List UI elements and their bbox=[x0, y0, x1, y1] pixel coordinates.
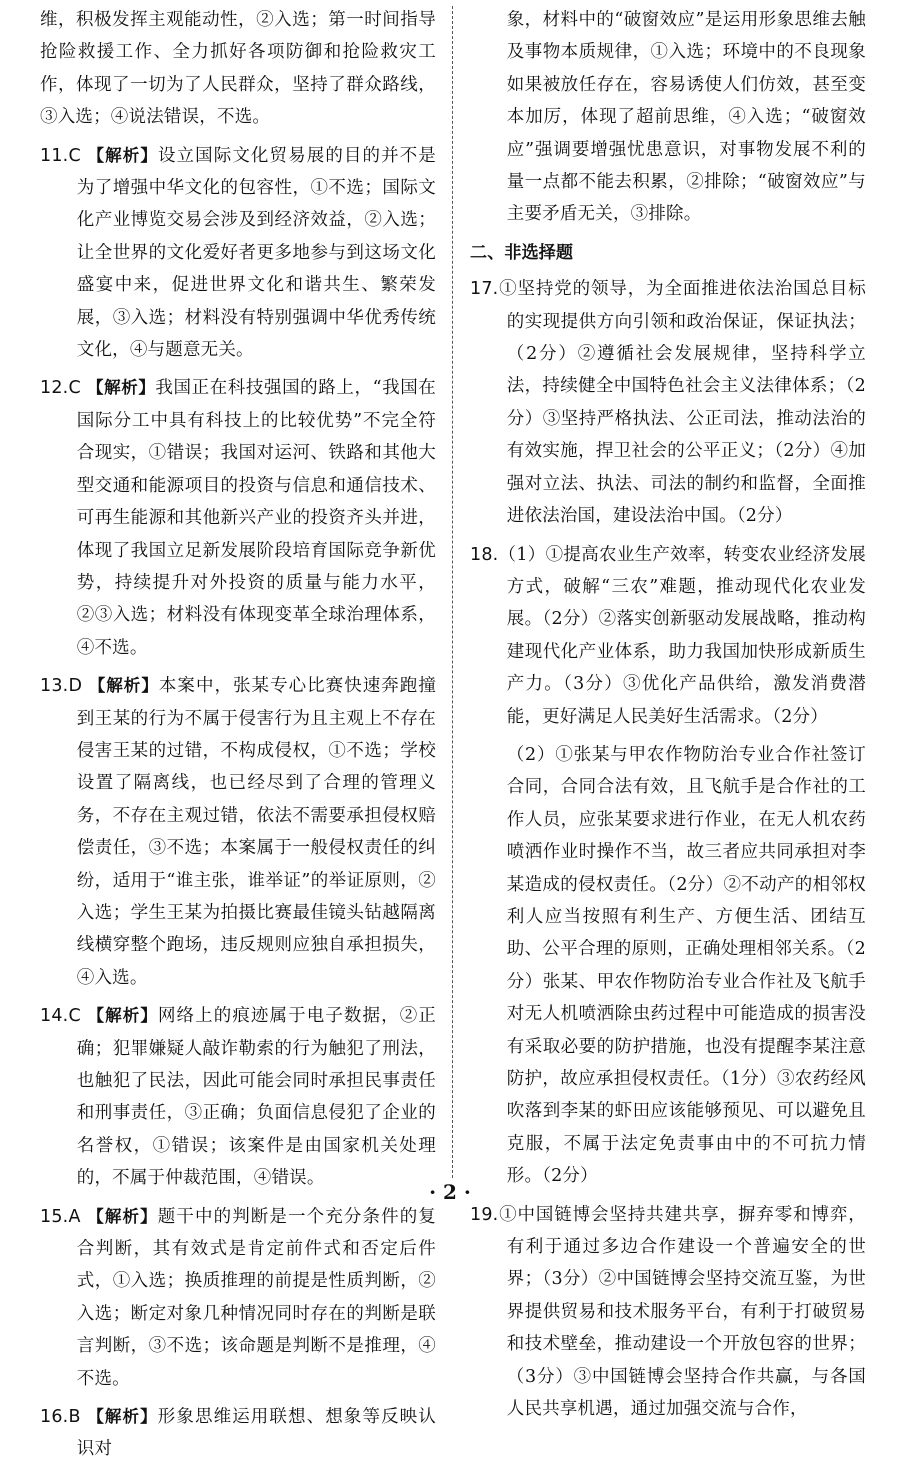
item-answer: B bbox=[68, 1407, 81, 1428]
item-text: ①坚持党的领导，为全面推进依法治国总目标的实现提供方向引领和政治保证，保证执法；（2分）②遵循社会发展规律，坚持科学立法，持续健全中国特色社会主义法律体系；（2分）③坚持严格执法、公正司法，推动法治的有效实施，捍卫社会的公平正义；（2分）④加强对立法、执法、司法的制约和监督，全面推进依法治国，建设法治中国。（2分） bbox=[498, 279, 866, 527]
item-number: 19. bbox=[470, 1204, 499, 1225]
analysis-tag: 【解析】 bbox=[87, 1206, 158, 1226]
column-divider bbox=[452, 6, 453, 1178]
analysis-tag: 【解析】 bbox=[87, 378, 156, 398]
analysis-tag: 【解析】 bbox=[87, 145, 158, 165]
right-continuation: 象，材料中的“破窗效应”是运用形象思维去触及事物本质规律，①入选；环境中的不良现象如果被放任存在，容易诱使人们仿效，甚至变本加厉，体现了超前思维，④入选；“破窗效应”强调要增强忧患意识，对事物发展不利的量一点都不能去积累，②排除；“破窗效应”与主要矛盾无关，③排除。 bbox=[506, 10, 866, 225]
item-answer: D bbox=[68, 676, 83, 697]
left-column bbox=[40, 4, 436, 1472]
item-number: 12. bbox=[40, 378, 69, 399]
item-answer: C bbox=[68, 145, 81, 166]
item-answer: A bbox=[68, 1206, 81, 1227]
item-text: 形象思维运用联想、想象等反映认识对 bbox=[76, 1407, 436, 1460]
answer-item-13 bbox=[40, 670, 436, 994]
item-number: 14. bbox=[40, 1006, 69, 1027]
answer-item-18 bbox=[470, 539, 866, 733]
answer-item-16 bbox=[40, 1401, 436, 1466]
answer-item-15 bbox=[40, 1201, 436, 1395]
item-number: 15. bbox=[40, 1206, 69, 1227]
answer-item-18-part-2: （2）①张某与甲农作物防治专业合作社签订合同，合同合法有效，且飞航手是合作社的工作人员，应张某要求进行作业，在无人机农药喷洒作业时操作不当，故三者应共同承担对李某造成的侵权责任。（2分）②不动产的相邻权利人应当按照有利生产、方便生活、团结互助、公平合理的原则，正确处理相邻关系。（2分）张某、甲农作物防治专业合作社及飞航手对无人机喷洒除虫药过程中可能造成的损害没有采取必要的防护措施，也没有提醒李某注意防护，故应承担侵权责任。（1分）③农药经风吹落到李某的虾田应该能够预见、可以避免且克服，不属于法定免责事由中的不可抗力情形。（2分） bbox=[506, 744, 866, 1187]
item-text: 设立国际文化贸易展的目的并不是为了增强中华文化的包容性，①不选；国际文化产业博览交易会涉及到经济效益，②入选；让全世界的文化爱好者更多地参与到这场文化盛宴中来，促进世界文化和谐共生、繁荣发展，③入选；材料没有特别强调中华优秀传统文化，④与题意无关。 bbox=[76, 145, 437, 361]
analysis-tag: 【解析】 bbox=[87, 1407, 158, 1427]
item-text: 网络上的痕迹属于电子数据，②正确；犯罪嫌疑人敲诈勒索的行为触犯了刑法，也触犯了民法，因此可能会同时承担民事责任和刑事责任，③正确；负面信息侵犯了企业的名誉权，①错误；该案件是由国家机关处理的，不属于仲裁范围，④错误。 bbox=[76, 1006, 437, 1189]
answer-item-19 bbox=[470, 1199, 866, 1426]
analysis-tag: 【解析】 bbox=[87, 1006, 158, 1026]
item-answer: C bbox=[68, 1006, 81, 1027]
section-heading: 二、非选择题 bbox=[470, 242, 574, 263]
answer-item-17 bbox=[470, 273, 866, 532]
page-number: · 2 · bbox=[429, 1180, 471, 1204]
answer-item-11 bbox=[40, 140, 436, 367]
item-text: 题干中的判断是一个充分条件的复合判断，其有效式是肯定前件式和否定后件式，①入选；换质推理的前提是性质判断，②入选；断定对象几种情况同时存在的判断是联言判断，③不选；该命题是判断不是推理，④不选。 bbox=[76, 1206, 437, 1389]
item-text: ①中国链博会坚持共建共享，摒弃零和博弈，有利于通过多边合作建设一个普遍安全的世界；（3分）②中国链博会坚持交流互鉴，为世界提供贸易和技术服务平台，有利于打破贸易和技术壁垒，推动建设一个开放包容的世界；（3分）③中国链博会坚持合作共赢，与各国人民共享机遇，通过加强交流与合作， bbox=[498, 1204, 866, 1420]
analysis-tag: 【解析】 bbox=[88, 676, 159, 696]
item-text: 本案中，张某专心比赛快速奔跑撞到王某的行为不属于侵害行为且主观上不存在侵害王某的过错，不构成侵权，①不选；学校设置了隔离线，也已经尽到了合理的管理义务，不存在主观过错，依法不需要承担侵权赔偿责任，③不选；本案属于一般侵权责任的纠纷，适用于“谁主张，谁举证”的举证原则，②入选；学生王某为拍摄比赛最佳镜头钻越隔离线横穿整个跑场，违反规则应独自承担损失，④入选。 bbox=[76, 676, 437, 988]
answer-item-14 bbox=[40, 1000, 436, 1194]
item-number: 11. bbox=[40, 145, 69, 166]
item-number: 18. bbox=[470, 544, 499, 565]
item-text: 我国正在科技强国的路上，“我国在国际分工中具有科技上的比较优势”不完全符合现实，①错误；我国对运河、铁路和其他大型交通和能源项目的投资与信息和通信技术、可再生能源和其他新兴产业的投资齐头并进，体现了我国立足新发展阶段培育国际竞争新优势，持续提升对外投资的质量与能力水平，②③入选；材料没有体现变革全球治理体系，④不选。 bbox=[76, 378, 436, 658]
item-number: 17. bbox=[470, 279, 499, 300]
item-part-1: （1）①提高农业生产效率，转变农业经济发展方式，破解“三农”难题，推动现代化农业发展。（2分）②落实创新驱动发展战略，推动构建现代化产业体系，助力我国加快形成新质生产力。（3分）③优化产品供给，激发消费潜能，更好满足人民美好生活需求。（2分） bbox=[498, 544, 866, 727]
item-number: 16. bbox=[40, 1407, 69, 1428]
right-column bbox=[470, 4, 866, 1431]
left-continuation: 维，积极发挥主观能动性，②入选；第一时间指导抢险救援工作、全力抓好各项防御和抢险救灾工作，体现了一切为了人民群众，坚持了群众路线，③入选；④说法错误，不选。 bbox=[40, 10, 436, 128]
answer-item-12 bbox=[40, 372, 436, 664]
item-answer: C bbox=[68, 378, 81, 399]
item-number: 13. bbox=[40, 676, 69, 697]
